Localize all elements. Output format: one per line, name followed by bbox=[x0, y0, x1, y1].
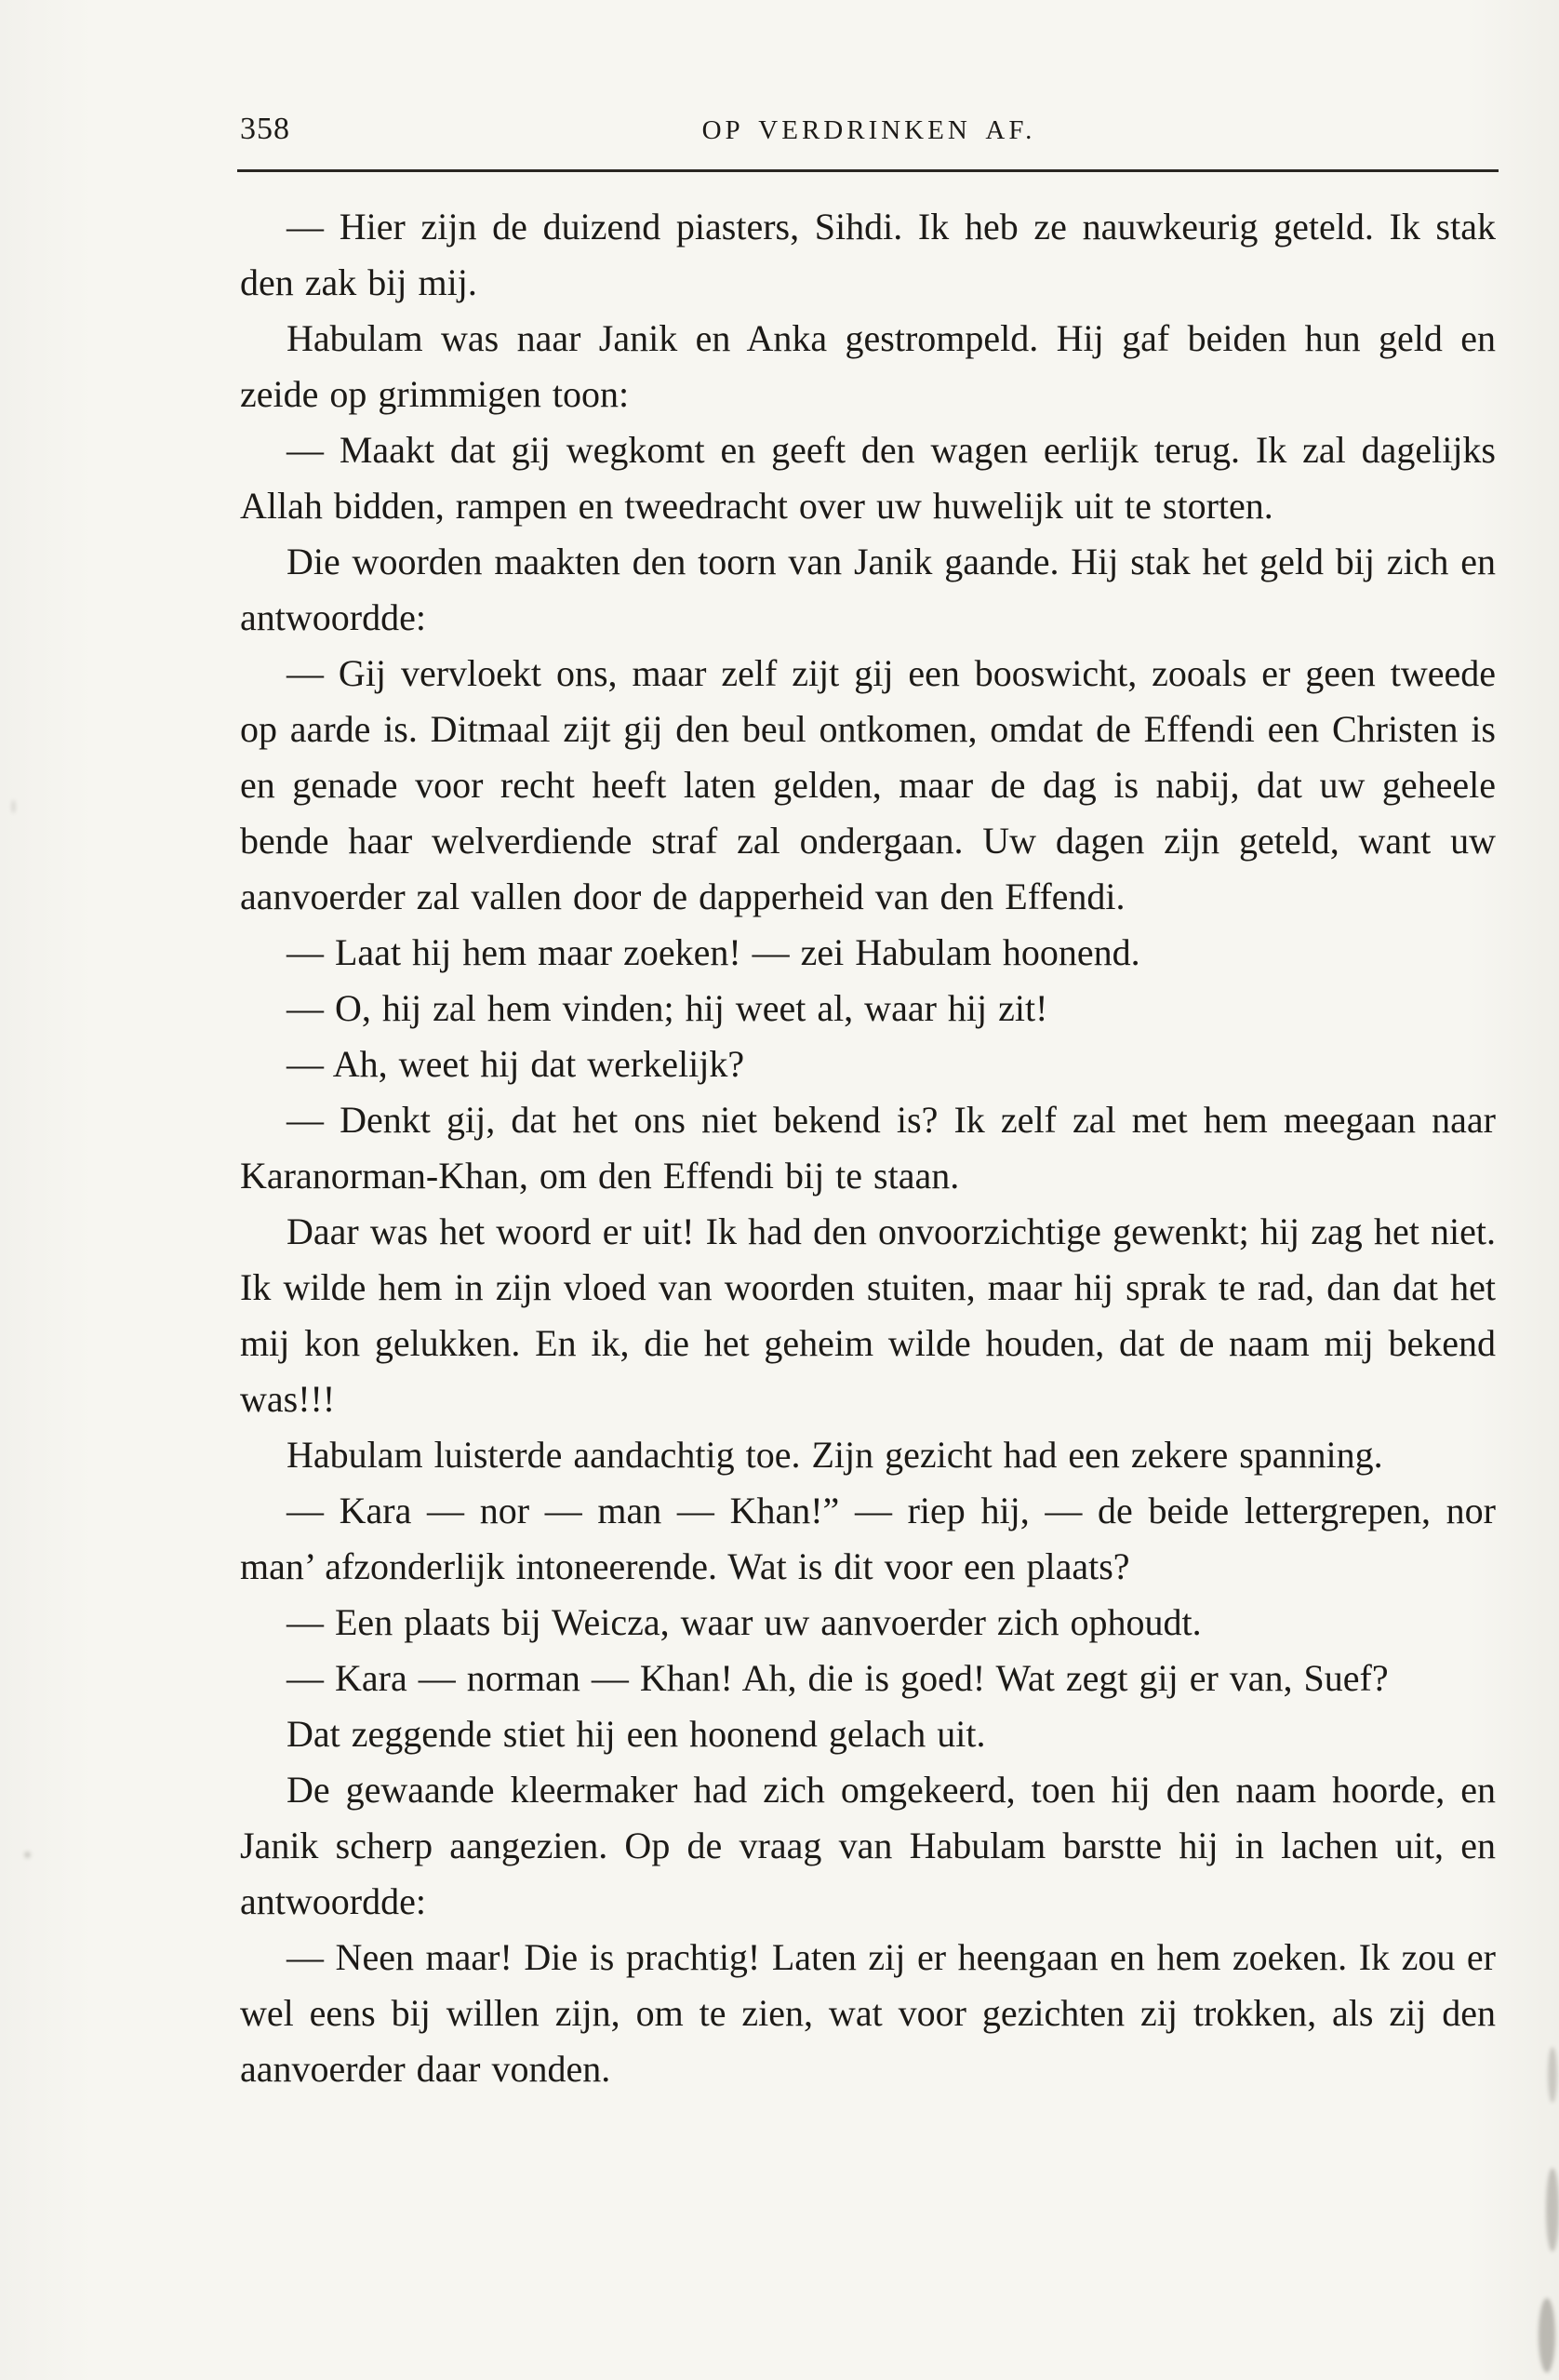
paragraph: — Een plaats bij Weicza, waar uw aanvoerder zich ophoudt. bbox=[286, 1601, 1202, 1643]
scan-smudge bbox=[1548, 2047, 1557, 2103]
running-title: OP VERDRINKEN AF. bbox=[701, 115, 1036, 145]
paragraph: — Neen maar! Die is prachtig! Laten zij er heengaan en hem zoeken. Ik zou er wel eens bij willen zijn, om te zien, wat voor gezichten zij trokken, als zij den aanvoerder daar vonden. bbox=[240, 1936, 1496, 2090]
paragraph: De gewaande kleermaker had zich omgekeerd, toen hij den naam hoorde, en Janik scherp aangezien. Op de vraag van Habulam barstte hij in lachen uit, en antwoordde: bbox=[240, 1769, 1496, 1922]
paragraph: — Kara — norman — Khan! Ah, die is goed! Wat zegt gij er van, Suef? bbox=[286, 1657, 1389, 1699]
paragraph: — Ah, weet hij dat werkelijk? bbox=[286, 1043, 745, 1085]
paragraph: Daar was het woord er uit! Ik had den onvoorzichtige gewenkt; hij zag het niet. Ik wilde hem in zijn vloed van woorden stuiten, maar hij sprak te rad, dan dat het mij kon gelukken. En ik, die het geheim wilde houden, dat de naam mij bekend was!!! bbox=[240, 1210, 1496, 1420]
paragraph: — Denkt gij, dat het ons niet bekend is? Ik zelf zal met hem meegaan naar Karanorman-Khan, om den Effendi bij te staan. bbox=[240, 1099, 1496, 1197]
paragraph: — Gij vervloekt ons, maar zelf zijt gij een booswicht, zooals er geen tweede op aarde is. Ditmaal zijt gij den beul ontkomen, omdat de Effendi een Christen is en genade voor recht heeft laten gelden, maar de dag is nabij, dat uw geheele bende haar welverdiende straf zal ondergaan. Uw dagen zijn geteld, want uw aanvoerder zal vallen door de dapperheid van den Effendi. bbox=[240, 652, 1496, 917]
paragraph: Habulam was naar Janik en Anka gestrompeld. Hij gaf beiden hun geld en zeide op grimmigen toon: bbox=[240, 317, 1496, 415]
scan-smudge bbox=[24, 1852, 31, 1858]
paragraph: — Hier zijn de duizend piasters, Sihdi. Ik heb ze nauwkeurig geteld. Ik stak den zak bij mij. bbox=[240, 206, 1496, 303]
scan-smudge bbox=[11, 800, 16, 813]
text-block bbox=[240, 199, 1496, 2097]
header-rule bbox=[237, 169, 1499, 172]
paragraph: — Maakt dat gij wegkomt en geeft den wagen eerlijk terug. Ik zal dagelijks Allah bidden, rampen en tweedracht over uw huwelijk uit te storten. bbox=[240, 429, 1496, 527]
scan-smudge bbox=[1539, 2298, 1555, 2373]
paragraph: — Kara — nor — man — Khan!” — riep hij, — de beide lettergrepen, nor man’ afzonderlijk intoneerende. Wat is dit voor een plaats? bbox=[240, 1490, 1496, 1587]
paragraph: Dat zeggende stiet hij een hoonend gelach uit. bbox=[286, 1713, 986, 1755]
scan-smudge bbox=[1546, 2168, 1559, 2252]
paragraph: — O, hij zal hem vinden; hij weet al, waar hij zit! bbox=[286, 987, 1048, 1029]
page-number: 358 bbox=[240, 112, 290, 146]
page-header bbox=[240, 108, 1498, 154]
paragraph: Habulam luisterde aandachtig toe. Zijn gezicht had een zekere spanning. bbox=[286, 1434, 1383, 1476]
paragraph: — Laat hij hem maar zoeken! — zei Habulam hoonend. bbox=[286, 931, 1140, 973]
paragraph: Die woorden maakten den toorn van Janik gaande. Hij stak het geld bij zich en antwoordde: bbox=[240, 541, 1496, 638]
